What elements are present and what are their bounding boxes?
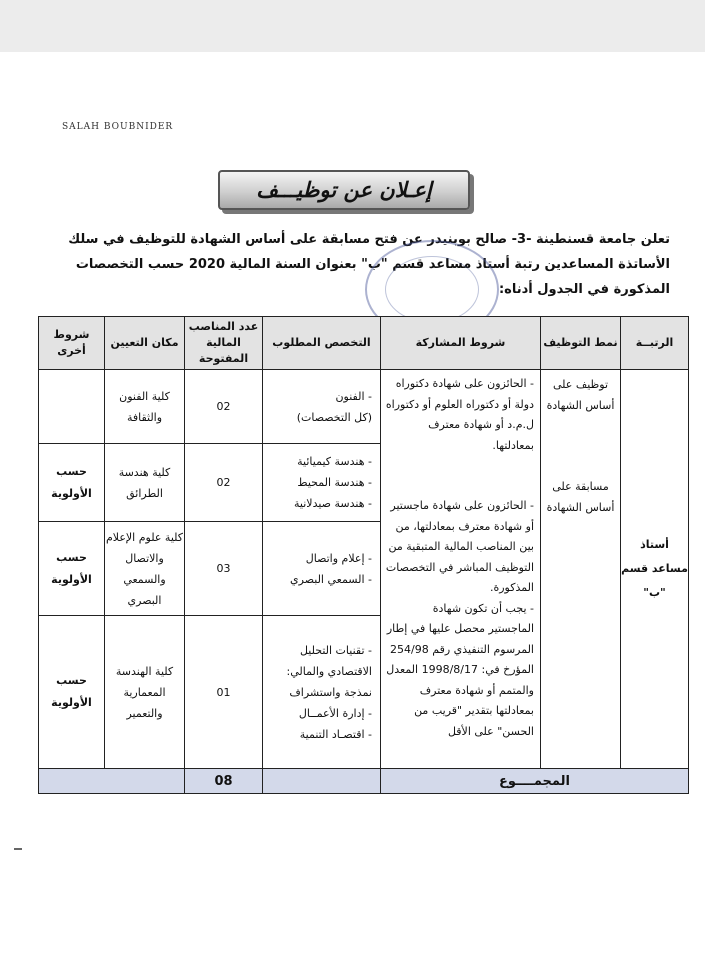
specialty-cell [263, 444, 381, 522]
page-mark [14, 848, 22, 850]
place-cell: كلية هندسة الطرائق [105, 444, 185, 522]
specialty-cell [263, 616, 381, 769]
specialty-item: - السمعي البصري [290, 572, 372, 586]
positions-count: 02 [185, 370, 263, 444]
announcement-title-box [218, 170, 470, 210]
header-rank: الرتبــة [621, 317, 689, 370]
positions-count: 01 [185, 616, 263, 769]
total-label: المجمــــوع [381, 769, 689, 794]
place-cell: كلية الفنون والثقافة [105, 370, 185, 444]
header-mode: نمط التوظيف [541, 317, 621, 370]
place-cell: كلية علوم الإعلام والاتصال والسمعي البصري [105, 522, 185, 616]
specialty-item: - هندسة صيدلانية [294, 497, 372, 510]
place-cell: كلية الهندسة المعمارية والتعمير [105, 616, 185, 769]
specialty-cell [263, 522, 381, 616]
total-spacer [263, 769, 381, 794]
rank-cell: أستاذ مساعد قسم "ب" [621, 370, 689, 769]
table-row [39, 370, 689, 444]
specialty-item: - إدارة الأعمــال [298, 706, 372, 720]
specialty-item: - الفنون [335, 389, 372, 403]
table-header-row [39, 317, 689, 370]
specialty-item: - اقتصـاد التنمية [299, 727, 372, 741]
conditions-cell [381, 370, 541, 769]
condition-magister: - الحائزون على شهادة ماجستير أو شهادة معترف بمعادلتها، من بين المناصب المالية المتبقية من التوظيف المباشر في التخصصات المذكورة. [385, 499, 534, 594]
specialty-item: - تقنيات التحليل الاقتصادي والمالي: نمذجة واستشراف [286, 643, 372, 699]
specialty-item: - هندسة كيميائية [297, 455, 372, 468]
header-other: شروط أخرى [39, 317, 105, 370]
specialty-item: - إعلام واتصال [305, 551, 372, 565]
announcement-title: إعـلان عن توظيـــف [256, 178, 432, 202]
top-bar [0, 0, 705, 52]
header-place: مكان التعيين [105, 317, 185, 370]
mode-direct: توظيف على أساس الشهادة [546, 378, 615, 412]
header-positions: عدد المناصب المالية المفتوحة [185, 317, 263, 370]
other-conditions: حسب الأولوية [39, 616, 105, 769]
positions-count: 03 [185, 522, 263, 616]
positions-count: 02 [185, 444, 263, 522]
specialty-cell [263, 370, 381, 444]
condition-doctorate: - الحائزون على شهادة دكتوراه دولة أو دكتوراه العلوم أو دكتوراه ل.م.د أو شهادة معترف بمعادلتها. [385, 377, 534, 452]
other-conditions [39, 370, 105, 444]
total-row [39, 769, 689, 794]
specialty-item: - هندسة المحيط [297, 476, 372, 489]
announcement-intro: تعلن جامعة قسنطينة -3- صالح بوبنيدر عن فتح مسابقة على أساس الشهادة للتوظيف في سلك الأساتذة المساعدين رتبة أستاذ مساعد قسم "ب" بعنوان السنة المالية 2020 حسب التخصصات المذكورة في الجدول أدناه: [68, 232, 670, 297]
other-conditions: حسب الأولوية [39, 522, 105, 616]
total-value: 08 [185, 769, 263, 794]
condition-magister-decree: - يجب أن تكون شهادة الماجستير محصل عليها في إطار المرسوم التنفيذي رقم 254/98 المؤرخ في: 1998/8/17 المعدل والمتمم أو شهادة معترف بمعادلتها بتقدير "قريب من الحسن" على الأقل [386, 601, 534, 738]
header-specialty: التخصص المطلوب [263, 317, 381, 370]
mode-contest: مسابقة على أساس الشهادة [546, 480, 615, 514]
letterhead-name: SALAH BOUBNIDER [62, 122, 174, 132]
header-conditions: شروط المشاركة [381, 317, 541, 370]
total-empty [39, 769, 185, 794]
positions-table [38, 316, 689, 794]
specialty-item: (كل التخصصات) [296, 410, 372, 424]
mode-cell [541, 370, 621, 769]
other-conditions: حسب الأولوية [39, 444, 105, 522]
